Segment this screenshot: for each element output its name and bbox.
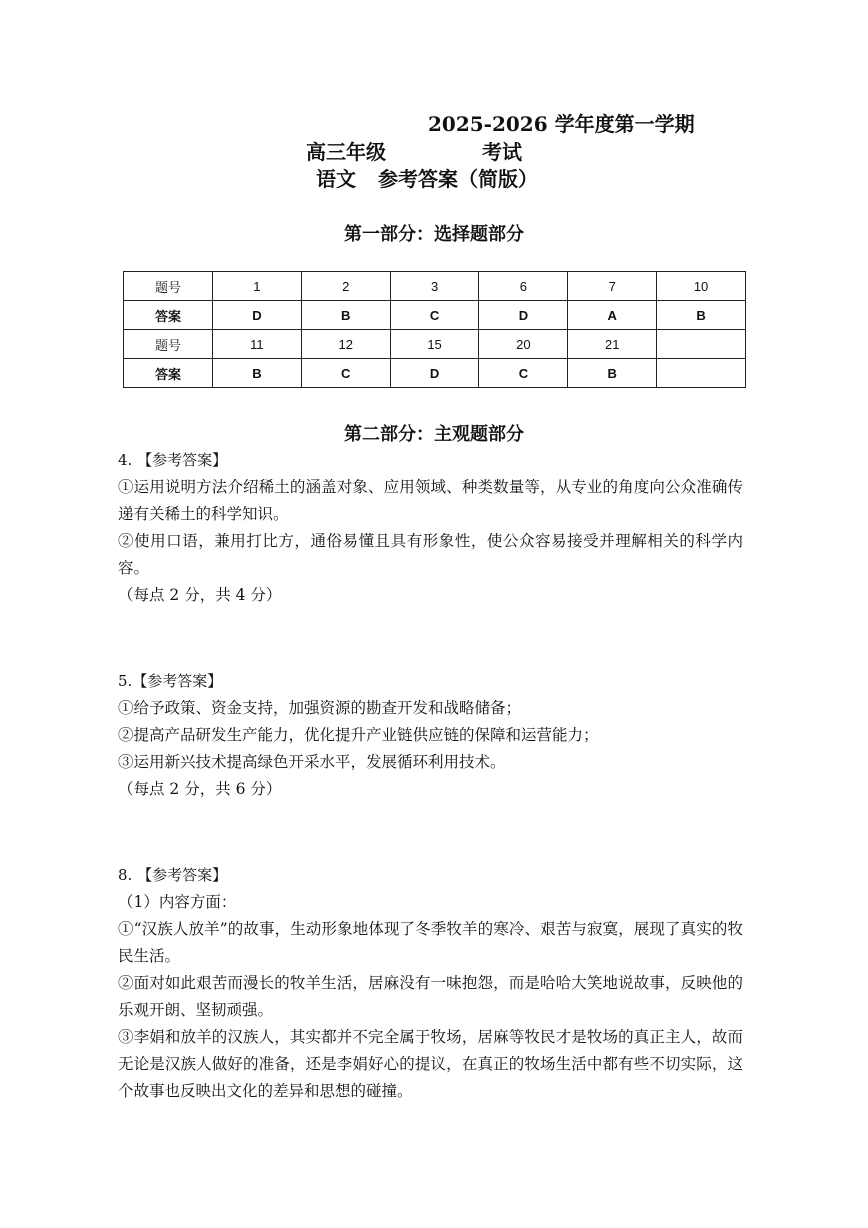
subject-text: 语文 bbox=[316, 167, 356, 191]
row-head: 题号 bbox=[124, 330, 213, 359]
row-head: 题号 bbox=[124, 272, 213, 301]
answer-table bbox=[123, 271, 746, 388]
question-head: 4. 【参考答案】 bbox=[118, 451, 228, 469]
question-5-answer bbox=[118, 668, 743, 803]
grade-exam-heading bbox=[306, 136, 522, 165]
table-cell: 11 bbox=[213, 330, 302, 359]
answer-point: ①“汉族人放羊”的故事，生动形象地体现了冬季牧羊的寒冷、艰苦与寂寞，展现了真实的牧民生活。 bbox=[118, 920, 743, 965]
table-cell: D bbox=[479, 301, 568, 330]
subsection-label: （1）内容方面： bbox=[118, 893, 237, 911]
exam-text: 考试 bbox=[482, 140, 522, 164]
answer-point: ②面对如此艰苦而漫长的牧羊生活，居麻没有一味抱怨，而是哈哈大笑地说故事，反映他的乐观开朗、坚韧顽强。 bbox=[118, 974, 743, 1019]
answer-point: ②提高产品研发生产能力，优化提升产业链供应链的保障和运营能力； bbox=[118, 726, 599, 744]
year-term-heading bbox=[428, 108, 695, 137]
table-row bbox=[124, 359, 746, 388]
table-cell: D bbox=[213, 301, 302, 330]
doc-title-text: 参考答案（简版） bbox=[378, 167, 538, 191]
row-head: 答案 bbox=[124, 301, 213, 330]
table-cell: C bbox=[390, 301, 479, 330]
table-cell: 20 bbox=[479, 330, 568, 359]
table-cell: 7 bbox=[568, 272, 657, 301]
year-term-text: 2025-2026 学年度第一学期 bbox=[428, 112, 695, 136]
score-note: （每点 2 分，共 6 分） bbox=[118, 780, 282, 798]
question-head: 5.【参考答案】 bbox=[118, 672, 223, 690]
table-cell: 2 bbox=[301, 272, 390, 301]
table-row bbox=[124, 330, 746, 359]
part2-title: 第二部分：主观题部分 bbox=[344, 424, 524, 445]
answer-point: ②使用口语，兼用打比方，通俗易懂且具有形象性，使公众容易接受并理解相关的科学内容。 bbox=[118, 532, 743, 577]
doc-title-heading bbox=[316, 163, 538, 192]
table-cell: B bbox=[568, 359, 657, 388]
row-head: 答案 bbox=[124, 359, 213, 388]
table-cell: 10 bbox=[657, 272, 746, 301]
table-cell: 3 bbox=[390, 272, 479, 301]
question-4-answer bbox=[118, 447, 743, 609]
table-cell: 1 bbox=[213, 272, 302, 301]
table-row bbox=[124, 272, 746, 301]
table-row bbox=[124, 301, 746, 330]
table-cell: 21 bbox=[568, 330, 657, 359]
question-8-answer bbox=[118, 862, 743, 1105]
answer-point: ①运用说明方法介绍稀土的涵盖对象、应用领域、种类数量等，从专业的角度向公众准确传递有关稀土的科学知识。 bbox=[118, 478, 743, 523]
score-note: （每点 2 分，共 4 分） bbox=[118, 586, 282, 604]
table-cell: C bbox=[301, 359, 390, 388]
table-cell bbox=[657, 359, 746, 388]
table-cell: 15 bbox=[390, 330, 479, 359]
answer-point: ①给予政策、资金支持，加强资源的勘查开发和战略储备； bbox=[118, 699, 522, 717]
part1-title: 第一部分：选择题部分 bbox=[344, 224, 524, 245]
table-cell: 12 bbox=[301, 330, 390, 359]
answer-point: ③李娟和放羊的汉族人，其实都并不完全属于牧场，居麻等牧民才是牧场的真正主人，故而无论是汉族人做好的准备，还是李娟好心的提议，在真正的牧场生活中都有些不切实际，这个故事也反映出文化的差异和思想的碰撞。 bbox=[118, 1028, 743, 1100]
table-cell: B bbox=[301, 301, 390, 330]
answer-point: ③运用新兴技术提高绿色开采水平，发展循环利用技术。 bbox=[118, 753, 506, 771]
table-cell: A bbox=[568, 301, 657, 330]
table-cell: D bbox=[390, 359, 479, 388]
table-cell: B bbox=[657, 301, 746, 330]
table-cell: B bbox=[213, 359, 302, 388]
grade-text: 高三年级 bbox=[306, 140, 386, 164]
table-cell: 6 bbox=[479, 272, 568, 301]
table-cell: C bbox=[479, 359, 568, 388]
table-cell bbox=[657, 330, 746, 359]
question-head: 8. 【参考答案】 bbox=[118, 866, 228, 884]
